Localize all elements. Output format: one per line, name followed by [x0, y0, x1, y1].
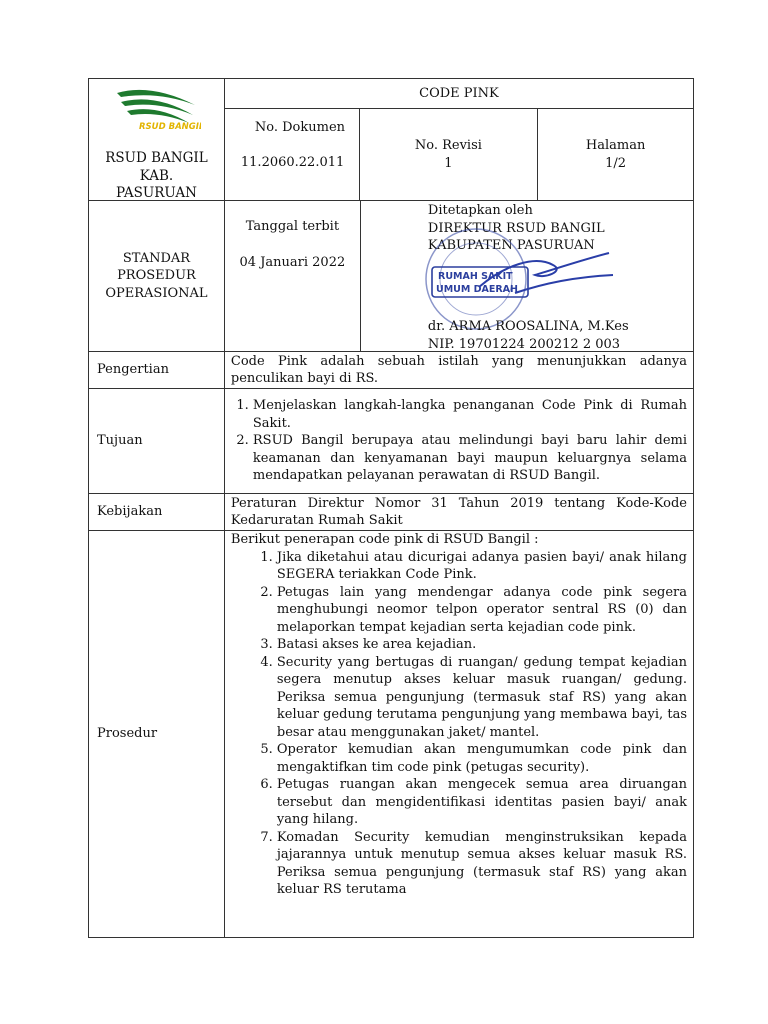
director-signature	[475, 245, 615, 305]
svg-text:RUMAH SAKIT: RUMAH SAKIT	[437, 271, 513, 282]
logo-text: RSUD BANGIL	[139, 122, 202, 132]
tujuan-item: 1. Menjelaskan langkah-langka penanganan Code Pink di Rumah Sakit.	[253, 397, 687, 432]
hospital-name-line3: PASURUAN	[115, 185, 197, 201]
prosedur-item: 5. Operator kemudian akan mengumumkan code pink dan mengaktifkan tim code pink (petugas security).	[277, 741, 687, 776]
pengertian-text: Code Pink adalah sebuah istilah yang menunjukkan adanya penculikan bayi di RS.	[224, 352, 693, 389]
prosedur-item: 7. Komadan Security kemudian menginstruksikan kepada jajarannya untuk menutup semua akses keluar masuk RS. Periksa semua pengunjung (termasuk staf RS) yang akan keluar RS terutama	[277, 829, 687, 899]
approval-cell	[224, 201, 693, 352]
kebijakan-text: Peraturan Direktur Nomor 31 Tahun 2019 tentang Kode-Kode Kedaruratan Rumah Sakit	[224, 494, 693, 531]
signer-block	[428, 318, 629, 353]
no-revisi-cell	[359, 109, 538, 201]
prosedur-list	[231, 549, 687, 899]
no-revisi-label: No. Revisi	[414, 138, 482, 153]
doc-title: CODE PINK	[224, 79, 693, 109]
sop-type-cell	[89, 201, 225, 352]
tujuan-list	[231, 397, 687, 485]
prosedur-item: 2. Petugas lain yang mendengar adanya code pink segera menghubungi neomor telpon operator sentral RS (0) dan melaporkan tempat kejadian serta kejadian code pink.	[277, 584, 687, 637]
prosedur-item: 6. Petugas ruangan akan mengecek semua area diruangan tersebut dan mengidentifikasi identitas pasien bayi/ anak yang hilang.	[277, 776, 687, 829]
tujuan-item: 2. RSUD Bangil berupaya atau melindungi bayi baru lahir demi keamanan dan kenyamanan bayi maupun keluargnya selama mendapatkan pelayanan perawatan di RSUD Bangil.	[253, 432, 687, 485]
sop-type-line3: OPERASIONAL	[105, 285, 208, 301]
halaman-cell	[538, 109, 694, 201]
hospital-name-line2: KAB.	[139, 167, 174, 184]
no-dokumen-cell	[224, 109, 359, 201]
sop-document-table	[88, 78, 694, 938]
prosedur-content	[224, 531, 693, 938]
sop-type-line2: PROSEDUR	[117, 268, 196, 284]
hospital-header-cell	[89, 79, 225, 201]
pengertian-label: Pengertian	[89, 352, 225, 389]
halaman-value: 1/2	[605, 155, 627, 171]
hospital-logo	[89, 85, 224, 143]
prosedur-item: 4. Security yang bertugas di ruangan/ gedung tempat kejadian segera menutup akses keluar masuk ruangan/ gedung. Periksa semua pengunjung (termasuk staf RS) yang akan keluar gedung terutama pengunjung yang membawa bayi, tas besar atau menggunakan jaket/ mantel.	[277, 654, 687, 742]
hospital-name-line1: RSUD BANGIL	[105, 150, 208, 166]
sop-type-line1: STANDAR	[122, 250, 191, 266]
tanggal-terbit-value: 04 Januari 2022	[239, 255, 346, 270]
halaman-label: Halaman	[585, 138, 646, 153]
tanggal-terbit-label: Tanggal terbit	[245, 219, 340, 234]
prosedur-item: 3. Batasi akses ke area kejadian.	[277, 636, 687, 654]
prosedur-item: 1. Jika diketahui atau dicurigai adanya pasien bayi/ anak hilang SEGERA teriakkan Code Pink.	[277, 549, 687, 584]
approval-divider	[360, 201, 361, 351]
ditetapkan-line2: DIREKTUR RSUD BANGIL	[427, 220, 605, 236]
kebijakan-label: Kebijakan	[89, 494, 225, 531]
no-dokumen-value: 11.2060.22.011	[240, 155, 345, 170]
signer-name: dr. ARMA ROOSALINA, M.Kes	[427, 319, 629, 334]
no-dokumen-label: No. Dokumen	[254, 120, 346, 135]
prosedur-label: Prosedur	[89, 531, 225, 938]
no-revisi-value: 1	[444, 155, 453, 171]
hospital-logo-icon	[111, 85, 201, 137]
signer-nip: NIP. 19701224 200212 2 003	[427, 336, 621, 352]
ditetapkan-line1: Ditetapkan oleh	[427, 203, 533, 218]
tujuan-label: Tujuan	[89, 389, 225, 494]
svg-text:UMUM DAERAH: UMUM DAERAH	[435, 284, 518, 295]
ditetapkan-line3: KABUPATEN PASURUAN	[427, 238, 595, 253]
prosedur-intro: Berikut penerapan code pink di RSUD Bangil :	[230, 532, 539, 547]
tujuan-content	[224, 389, 693, 494]
